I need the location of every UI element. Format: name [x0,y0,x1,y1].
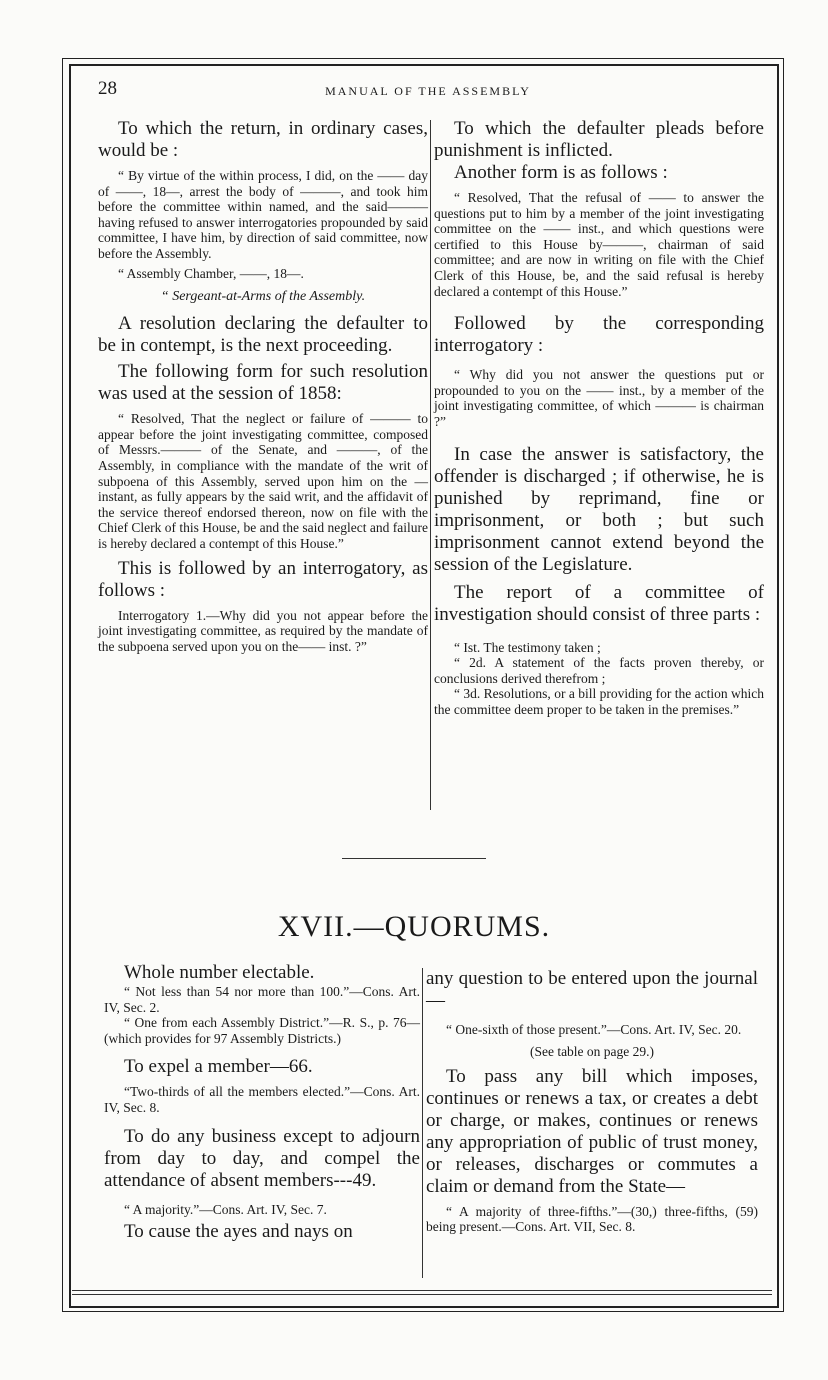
quotation: “ A majority.”—Cons. Art. IV, Sec. 7. [124,1201,327,1217]
page-number: 28 [98,78,117,99]
quotation: “ Resolved, That the refusal of —— to answer the questions put to him by a member of the joint investigating committee on the —— inst., and which questions were certified to this House by———, chairman of said committee; and are now in writing on file with the Chief Clerk of this House, be, and the said refusal is hereby declared a contempt of this House.” [434,190,764,299]
column-divider-lower [422,968,423,1278]
quotation: “ One-sixth of those present.”—Cons. Art. IV, Sec. 20. [446,1022,742,1037]
quotation: “ Resolved, That the neglect or failure of ——— to appear before the joint investigating committee, composed of Messrs.——— of the Senate, and ———, of the Assembly, in compliance with the mandate of the writ of subpoena of this Assembly, served upon him on the — instant, as fully appears by the said writ, and the affidavit of the service thereof endorsed thereon, now on file with the Chief Clerk of this House, be and the said neglect and failure is hereby declared a contempt of this House.” [98,411,428,551]
section-separator [342,858,486,859]
paragraph: Another form is as follows : [454,162,668,183]
section-title: XVII.—QUORUMS. [277,910,551,943]
paragraph: In case the answer is satisfactory, the offender is discharged ; if otherwise, he is punished by reprimand, fine or imprisonment, or both ; but such imprisonment cannot extend beyond the session of the Legislature. [434,443,764,575]
quotation: “ Ist. The testimony taken ; [454,639,601,655]
paragraph: To do any business except to adjourn from day to day, and compel the attendance of absent members---49. [104,1125,420,1191]
paragraph: The report of a committee of investigation should consist of three parts : [434,581,764,625]
paragraph: To expel a member—66. [124,1056,313,1078]
running-head: MANUAL OF THE ASSEMBLY [325,84,531,98]
quotation: “ A majority of three-fifths.”—(30,) three-fifths, (59) being present.—Cons. Art. VII, Sec. 8. [426,1203,758,1235]
upper-left-column [98,118,428,654]
quotation: “ 2d. A statement of the facts proven thereby, or conclusions derived therefrom ; [434,655,764,686]
paragraph: To which the return, in ordinary cases, would be : [98,118,428,161]
paragraph: any question to be entered upon the journal— [426,968,758,1011]
signature-line: “ Sergeant-at-Arms of the Assembly. [160,289,366,305]
upper-right-column [434,118,764,718]
quotation: “Two-thirds of all the members elected.”—Cons. Art. IV, Sec. 8. [104,1084,420,1115]
quotation: Interrogatory 1.—Why did you not appear before the joint investigating committee, as required by the mandate of the subpoena served upon you on the—— inst. ?” [98,607,428,654]
quotation: “ 3d. Resolutions, or a bill providing for the action which the committee deem proper to be taken in the premises.” [434,686,764,717]
column-divider-upper [430,120,431,810]
lower-left-column [104,962,420,1243]
bottom-rule [72,1290,772,1291]
lower-right-column [426,968,758,1235]
paragraph: The following form for such resolution was used at the session of 1858: [98,361,428,405]
paragraph: Whole number electable. [124,962,315,983]
paragraph: To pass any bill which imposes, continues or renews a tax, or creates a debt or charge, or makes, continues or renews any appropriation of public of trust money, or releases, discharges or commutes a claim or demand from the State— [426,1065,758,1197]
paragraph: Followed by the corresponding interrogatory : [434,313,764,357]
quotation: “ Not less than 54 nor more than 100.”—Cons. Art. IV, Sec. 2. [104,984,420,1015]
quotation: “ Assembly Chamber, ——, 18—. [118,265,304,281]
cross-reference: (See table on page 29.) [529,1043,655,1059]
paragraph: To which the defaulter pleads before punishment is inflicted. [434,118,764,161]
paragraph: To cause the ayes and nays on [124,1221,353,1243]
quotation: “ One from each Assembly District.”—R. S., p. 76—(which provides for 97 Assembly Districts.) [104,1015,420,1046]
paragraph: A resolution declaring the defaulter to be in contempt, is the next proceeding. [98,313,428,357]
paragraph: This is followed by an interrogatory, as follows : [98,557,428,601]
bottom-rule [72,1294,772,1295]
page-header [98,78,758,102]
quotation: “ By virtue of the within process, I did, on the —— day of ——, 18—, arrest the body of ———, and took him before the committee within named, and the said——— having refused to answer interrogatories propounded by said committee, I have him, by direction of said committee, now before the Assembly. [98,168,428,261]
quotation: “ Why did you not answer the questions put or propounded to you on the —— inst., by a member of the joint investigating committee, of which ——— is chairman ?” [434,367,764,429]
